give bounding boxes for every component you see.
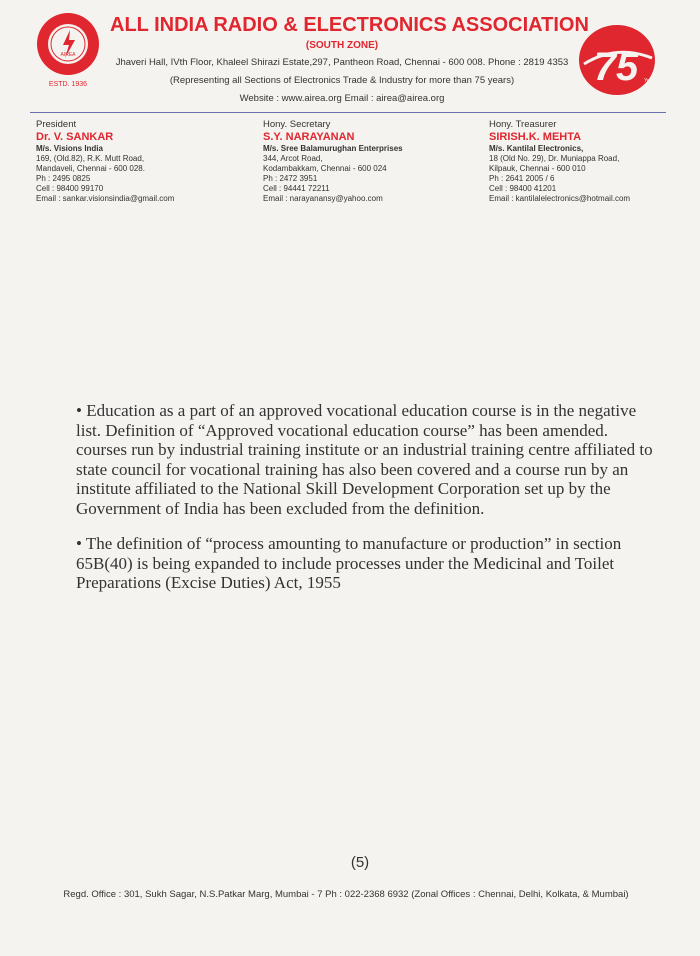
association-seal-logo xyxy=(32,10,104,90)
anniversary-suffix: Years xyxy=(644,78,657,84)
organization-contact: Website : www.airea.org Email : airea@airea.org xyxy=(239,93,445,104)
officer-phone: Ph : 2495 0825 xyxy=(36,174,91,183)
organization-address: Jhaveri Hall, IVth Floor, Khaleel Shirazi Estate,297, Pantheon Road, Chennai - 600 008. Phone : 2819 4353 xyxy=(115,57,569,68)
letter-body xyxy=(76,401,656,609)
header-divider xyxy=(30,112,666,113)
body-paragraph: • Education as a part of an approved vocational education course is in the negative list. Definition of “Approved vocational education course” has been amended. courses run by industrial training institute or an industrial training centre affiliated to state council for vocational training has also been covered and a course run by an institute affiliated to the National Skill Development Corporation set up by the Government of India has been excluded from the definition. xyxy=(76,401,653,518)
organization-title: ALL INDIA RADIO & ELECTRONICS ASSOCIATION xyxy=(110,14,589,36)
officer-firm: M/s. Kantilal Electronics, xyxy=(489,144,584,153)
officer-phone: Ph : 2472 3951 xyxy=(263,174,318,183)
officer-role: Hony. Treasurer xyxy=(489,119,557,130)
seal-center-text: AIREA xyxy=(60,52,76,58)
officer-treasurer xyxy=(489,119,630,204)
anniversary-number: 75 xyxy=(593,45,639,89)
officer-cell: Cell : 94441 72211 xyxy=(263,184,330,193)
officer-name: S.Y. NARAYANAN xyxy=(263,131,355,143)
officer-address-line: 169, (Old.82), R.K. Mutt Road, xyxy=(36,154,145,163)
page-number: (5) xyxy=(350,854,370,871)
officer-email: Email : sankar.visionsindia@gmail.com xyxy=(36,194,175,203)
officer-address-line: 18 (Old No. 29), Dr. Muniappa Road, xyxy=(489,154,620,163)
officer-role: President xyxy=(36,119,77,130)
officer-cell: Cell : 98400 41201 xyxy=(489,184,557,193)
officer-email: Email : narayanansy@yahoo.com xyxy=(263,194,383,203)
officer-secretary xyxy=(263,119,403,204)
officer-name: Dr. V. SANKAR xyxy=(36,131,114,143)
officer-address-line: 344, Arcot Road, xyxy=(263,154,323,163)
body-paragraph: • The definition of “process amounting to manufacture or production” in section 65B(40) is being expanded to include processes under the Medicinal and Toilet Preparations (Excise Duties) Act, 1955 xyxy=(76,534,622,592)
officer-name: SIRISH.K. MEHTA xyxy=(489,131,582,143)
officer-cell: Cell : 98400 99170 xyxy=(36,184,104,193)
officer-address-line: Kodambakkam, Chennai - 600 024 xyxy=(263,164,387,173)
organization-tagline: (Representing all Sections of Electronics Trade & Industry for more than 75 years) xyxy=(169,75,515,86)
established-year: ESTD. 1936 xyxy=(48,81,88,88)
officer-president xyxy=(36,119,174,204)
officer-address-line: Kilpauk, Chennai - 600 010 xyxy=(489,164,586,173)
officer-firm: M/s. Sree Balamurughan Enterprises xyxy=(263,144,403,153)
officer-email: Email : kantilalelectronics@hotmail.com xyxy=(489,194,631,203)
organization-zone: (SOUTH ZONE) xyxy=(305,40,379,51)
officer-phone: Ph : 2641 2005 / 6 xyxy=(489,174,555,183)
officer-firm: M/s. Visions India xyxy=(36,144,103,153)
officer-address-line: Mandaveli, Chennai - 600 028. xyxy=(36,164,145,173)
anniversary-75-logo xyxy=(576,22,658,98)
officer-role: Hony. Secretary xyxy=(263,119,331,130)
registered-office-footer: Regd. Office : 301, Sukh Sagar, N.S.Patkar Marg, Mumbai - 7 Ph : 022-2368 6932 (Zonal Offices : Chennai, Delhi, Kolkata, & Mumbai) xyxy=(63,889,629,900)
